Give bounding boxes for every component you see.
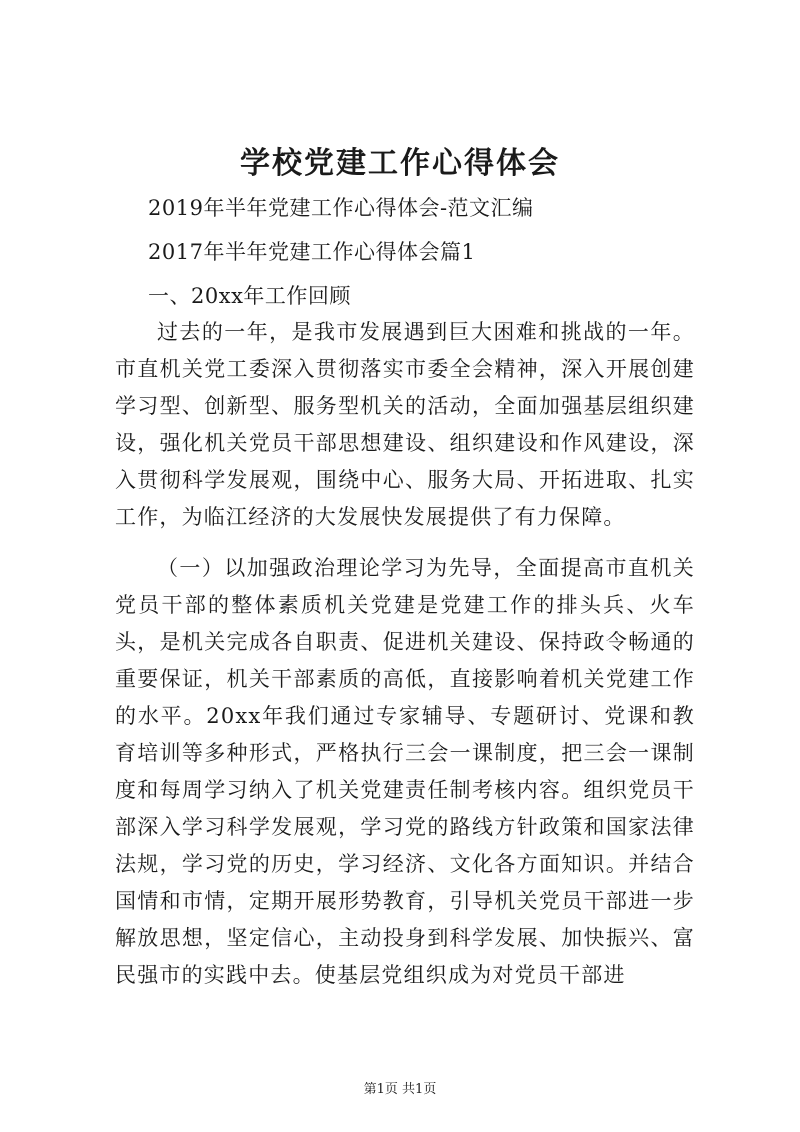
- paragraph-2: （一）以加强政治理论学习为先导，全面提高市直机关党员干部的整体素质机关党建是党建工作的排头兵、火车头，是机关完成各自职责、促进机关建设、保持政令畅通的重要保证，机关干部素质的高低，直接影响着机关党建工作的水平。20xx年我们通过专家辅导、专题研讨、党课和教育培训等多种形式，严格执行三会一课制度，把三会一课制度和每周学习纳入了机关党建责任制考核内容。组织党员干部深入学习科学发展观，学习党的路线方针政策和国家法律法规，学习党的历史，学习经济、文化各方面知识。并结合国情和市情，定期开展形势教育，引导机关党员干部进一步解放思想，坚定信心，主动投身到科学发展、加快振兴、富民强市的实践中去。使基层党组织成为对党员干部进: [115, 556, 695, 987]
- section-heading: 一、20xx年工作回顾: [148, 284, 351, 308]
- page-footer: 第1页 共1页: [363, 1082, 437, 1097]
- subtitle-line-2: 2017年半年党建工作心得体会篇1: [148, 240, 476, 264]
- subtitle-line-1: 2019年半年党建工作心得体会-范文汇编: [148, 196, 534, 220]
- paragraph-1: 过去的一年，是我市发展遇到巨大困难和挑战的一年。市直机关党工委深入贯彻落实市委全会精神，深入开展创建学习型、创新型、服务型机关的活动，全面加强基层组织建设，强化机关党员干部思想建设、组织建设和作风建设，深入贯彻科学发展观，围绕中心、服务大局、开拓进取、扎实工作，为临江经济的大发展快发展提供了有力保障。: [115, 320, 695, 529]
- page-title: 学校党建工作心得体会: [240, 146, 560, 181]
